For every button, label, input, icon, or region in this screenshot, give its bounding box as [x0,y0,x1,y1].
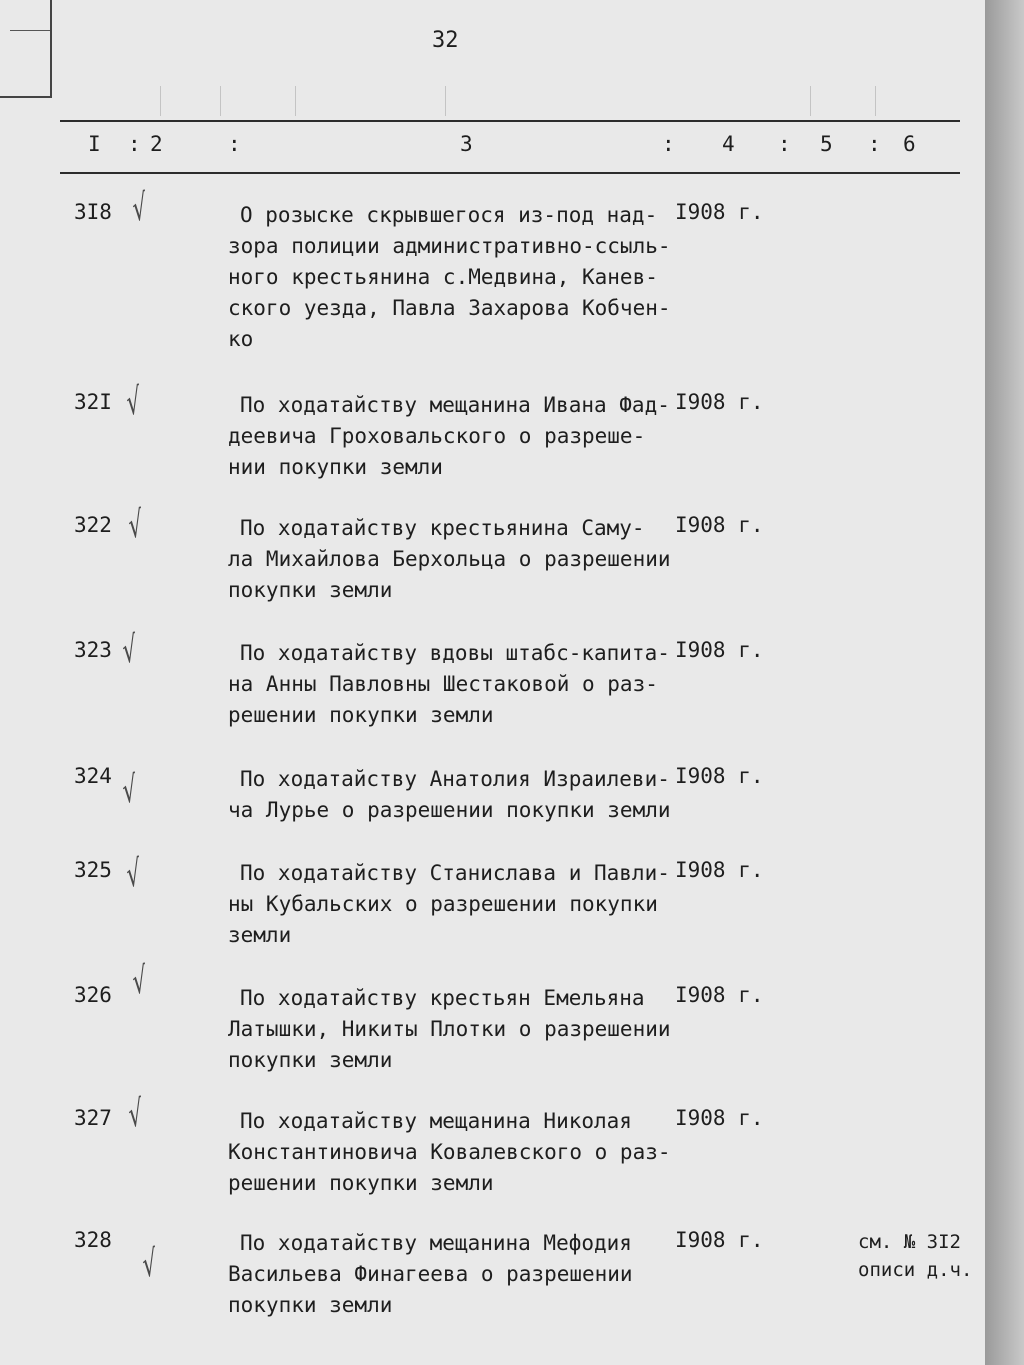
entry-number: 326 [74,983,112,1007]
entry-description [228,858,690,951]
description-line: По ходатайству Анатолия Израилеви- [240,767,670,791]
description-line: решении покупки земли [228,1171,494,1195]
description-line: По ходатайству вдовы штабс-капита- [240,641,670,665]
entry-number: 327 [74,1106,112,1130]
description-line: О розыске скрывшегося из-под над- [240,203,658,227]
description-line: ко [228,327,254,351]
column-number: I [88,132,101,156]
description-line: По ходатайству Станислава и Павли- [240,861,670,885]
entry-year: I908 г. [675,1228,764,1252]
column-separator: : [778,132,791,156]
column-separator: : [868,132,881,156]
description-line: на Анны Павловны Шестаковой о раз- [228,672,658,696]
entry-description [228,1106,690,1199]
column-separator: : [662,132,675,156]
entry-number: 325 [74,858,112,882]
entry-number: 328 [74,1228,112,1252]
check-mark-icon: √ [120,768,139,813]
entry-number: 322 [74,513,112,537]
description-line: ны Кубальских о разрешении покупки [228,892,658,916]
column-number: 6 [903,132,916,156]
entry-year: I908 г. [675,858,764,882]
description-line: По ходатайству крестьян Емельяна [240,986,645,1010]
description-line: покупки земли [228,1048,393,1072]
page-right-edge [985,0,1024,1365]
entry-description [228,200,690,355]
entry-year: I908 г. [675,1106,764,1130]
description-line: нии покупки земли [228,455,443,479]
description-line: покупки земли [228,578,393,602]
description-line: По ходатайству мещанина Ивана Фад- [240,393,670,417]
check-mark-icon: √ [126,1092,145,1137]
entry-description [228,764,690,826]
description-line: По ходатайству крестьянина Саму- [240,516,645,540]
description-line: ного крестьянина с.Медвина, Канев- [228,265,658,289]
column-numbers-row [60,128,960,168]
description-line: Латышки, Никиты Плотки о разрешении [228,1017,671,1041]
entry-number: 3I8 [74,200,112,224]
entry-number: 32I [74,390,112,414]
entry-description [228,390,690,483]
check-mark-icon: √ [140,1242,159,1287]
entry-description [228,513,690,606]
column-number: 4 [722,132,735,156]
entry-year: I908 г. [675,638,764,662]
page-number: 32 [432,28,459,53]
check-mark-icon: √ [120,628,139,673]
check-mark-icon: √ [126,503,145,548]
column-number: 3 [460,132,473,156]
entry-number: 324 [74,764,112,788]
entry-number: 323 [74,638,112,662]
description-line: По ходатайству мещанина Мефодия [240,1231,632,1255]
description-line: ча Лурье о разрешении покупки земли [228,798,671,822]
header-rule-bottom [60,172,960,174]
check-mark-icon: √ [130,186,149,231]
column-separator: : [228,132,241,156]
faint-header-bleed [60,86,960,116]
note-line: описи д.ч. [858,1259,973,1281]
entry-year: I908 г. [675,200,764,224]
entry-year: I908 г. [675,513,764,537]
column-number: 2 [150,132,163,156]
note-line: см. № 3I2 [858,1231,961,1253]
description-line: решении покупки земли [228,703,494,727]
entry-note [858,1228,972,1284]
description-line: ского уезда, Павла Захарова Кобчен- [228,296,671,320]
description-line: По ходатайству мещанина Николая [240,1109,632,1133]
column-separator: : [128,132,141,156]
entry-year: I908 г. [675,983,764,1007]
entry-description [228,638,690,731]
description-line: зора полиции административно-ссыль- [228,234,671,258]
table-corner-stub [0,0,52,98]
description-line: Константиновича Ковалевского о раз- [228,1140,671,1164]
entry-description [228,983,690,1076]
description-line: покупки земли [228,1293,393,1317]
description-line: ла Михайлова Берхольца о разрешении [228,547,671,571]
description-line: деевича Гроховальского о разреше- [228,424,646,448]
column-number: 5 [820,132,833,156]
description-line: Васильева Финагеева о разрешении [228,1262,633,1286]
check-mark-icon: √ [130,959,149,1004]
entry-year: I908 г. [675,764,764,788]
header-rule-top [60,120,960,122]
description-line: земли [228,923,292,947]
check-mark-icon: √ [124,852,143,897]
entry-year: I908 г. [675,390,764,414]
check-mark-icon: √ [124,380,143,425]
entry-description [228,1228,690,1321]
